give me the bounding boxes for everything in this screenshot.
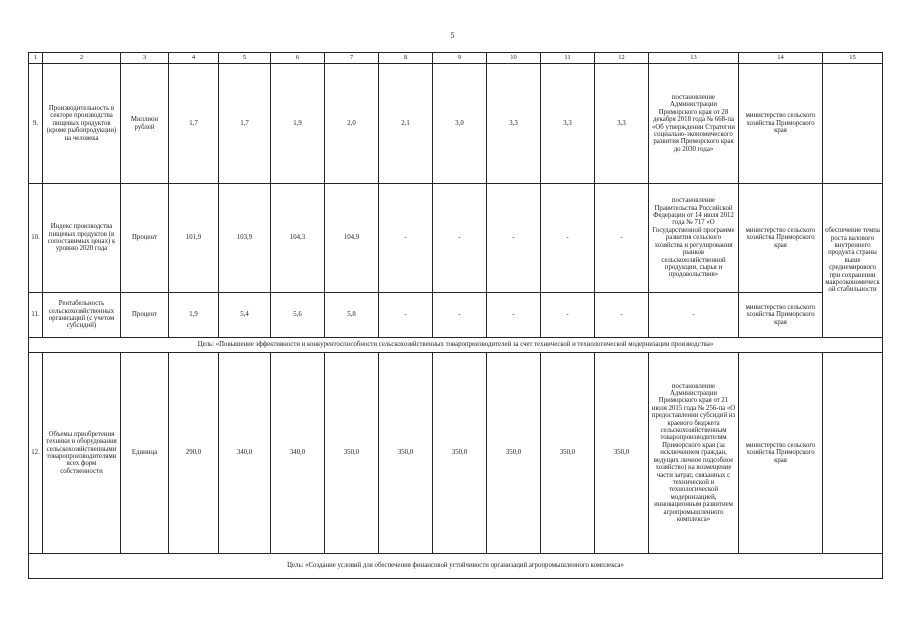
goal-row bbox=[29, 338, 883, 353]
indicator-value: 3,3 bbox=[541, 64, 595, 184]
unit-of-measure: Единица bbox=[121, 353, 169, 554]
indicator-value: - bbox=[379, 293, 433, 338]
indicator-value: 3,3 bbox=[487, 64, 541, 184]
indicator-value: 3,0 bbox=[433, 64, 487, 184]
indicator-value: 350,0 bbox=[541, 353, 595, 554]
indicator-value: - bbox=[379, 184, 433, 293]
column-number: 7 bbox=[325, 53, 379, 64]
indicator-value: 340,0 bbox=[219, 353, 271, 554]
goal-heading: Цель: «Повышение эффективности и конкурентоспособности сельскохозяйственных товаропроизводителей за счет технической и технологической модернизации производства» bbox=[29, 338, 883, 353]
indicator-value: - bbox=[433, 293, 487, 338]
indicator-value: - bbox=[595, 184, 649, 293]
row-number: 10. bbox=[29, 184, 43, 293]
responsible-body: министерство сельского хозяйства Приморского края bbox=[739, 64, 823, 184]
column-number: 2 bbox=[43, 53, 121, 64]
indicator-value: - bbox=[541, 184, 595, 293]
notes-cell: обеспечение темпа роста валового внутреннего продукта страны выше среднемирового при сохранении макроэкономической стабильности bbox=[823, 184, 883, 338]
unit-of-measure: Процент bbox=[121, 184, 169, 293]
indicator-value: 350,0 bbox=[325, 353, 379, 554]
column-number: 15 bbox=[823, 53, 883, 64]
indicator-value: 5,8 bbox=[325, 293, 379, 338]
indicator-value: 5,4 bbox=[219, 293, 271, 338]
table-row bbox=[29, 353, 883, 554]
indicator-value: 1,7 bbox=[169, 64, 219, 184]
column-number: 8 bbox=[379, 53, 433, 64]
indicator-value: 103,9 bbox=[219, 184, 271, 293]
column-number: 9 bbox=[433, 53, 487, 64]
indicator-name: Объемы приобретения техники и оборудования сельскохозяйственными товаропроизводителями всех форм собственности bbox=[43, 353, 121, 554]
indicator-value: 350,0 bbox=[595, 353, 649, 554]
indicator-name: Производительность в секторе производства пищевых продуктов (кроме рыбопродукции) на человека bbox=[43, 64, 121, 184]
indicator-value: 1,9 bbox=[271, 64, 325, 184]
indicators-table bbox=[28, 52, 883, 579]
table-row bbox=[29, 184, 883, 293]
column-number: 4 bbox=[169, 53, 219, 64]
indicator-value: 5,6 bbox=[271, 293, 325, 338]
responsible-body: министерство сельского хозяйства Приморского края bbox=[739, 353, 823, 554]
indicator-name: Индекс производства пищевых продуктов (в сопоставимых ценах) к уровню 2020 года bbox=[43, 184, 121, 293]
table-row bbox=[29, 293, 883, 338]
indicator-value: 340,0 bbox=[271, 353, 325, 554]
row-number: 12. bbox=[29, 353, 43, 554]
basis-document: постановление Правительства Российской Федерации от 14 июля 2012 года № 717 «О Государственной программе развития сельского хозяйства и регулирования рынков сельскохозяйственной продукции, сырья и продовольствия» bbox=[649, 184, 739, 293]
indicator-value: 2,1 bbox=[379, 64, 433, 184]
indicator-value: 350,0 bbox=[433, 353, 487, 554]
indicator-value: 101,9 bbox=[169, 184, 219, 293]
basis-document: - bbox=[649, 293, 739, 338]
indicator-value: - bbox=[487, 184, 541, 293]
page-number: 5 bbox=[450, 31, 455, 40]
column-number: 14 bbox=[739, 53, 823, 64]
row-number: 9. bbox=[29, 64, 43, 184]
table-row bbox=[29, 64, 883, 184]
goal-row bbox=[29, 554, 883, 579]
unit-of-measure: Миллион рублей bbox=[121, 64, 169, 184]
indicator-value: - bbox=[541, 293, 595, 338]
goal-heading: Цель: «Создание условий для обеспечения финансовой устойчивости организаций агропромышленного комплекса» bbox=[29, 554, 883, 579]
notes-cell bbox=[823, 64, 883, 184]
indicator-value: 3,3 bbox=[595, 64, 649, 184]
column-number: 6 bbox=[271, 53, 325, 64]
responsible-body: министерство сельского хозяйства Приморского края bbox=[739, 293, 823, 338]
column-number: 11 bbox=[541, 53, 595, 64]
indicator-value: 1,7 bbox=[219, 64, 271, 184]
basis-document: постановление Администрации Приморского края от 21 июля 2015 года № 256-па «О предоставлении субсидий из краевого бюджета сельскохозяйственным товаропроизводителям Приморского края (за исключением граждан, ведущих личное подсобное хозяйство) на возмещение части затрат, связанных с технической и технологической модернизацией, инновационным развитием агропромышленного комплекса» bbox=[649, 353, 739, 554]
indicator-value: 104,3 bbox=[271, 184, 325, 293]
column-number-row bbox=[29, 53, 883, 64]
column-number: 13 bbox=[649, 53, 739, 64]
row-number: 11. bbox=[29, 293, 43, 338]
indicator-value: - bbox=[595, 293, 649, 338]
basis-document: постановление Администрации Приморского края от 28 декабря 2018 года № 668-па «Об утверждении Стратегии социально-экономического развития Приморского края до 2030 года» bbox=[649, 64, 739, 184]
indicator-value: 1,9 bbox=[169, 293, 219, 338]
column-number: 12 bbox=[595, 53, 649, 64]
indicator-value: 350,0 bbox=[379, 353, 433, 554]
indicator-value: 290,0 bbox=[169, 353, 219, 554]
indicator-name: Рентабельность сельскохозяйственных организаций (с учетом субсидий) bbox=[43, 293, 121, 338]
indicator-value: 104,9 bbox=[325, 184, 379, 293]
indicator-value: - bbox=[487, 293, 541, 338]
responsible-body: министерство сельского хозяйства Приморского края bbox=[739, 184, 823, 293]
indicator-value: 2,0 bbox=[325, 64, 379, 184]
notes-cell bbox=[823, 353, 883, 554]
unit-of-measure: Процент bbox=[121, 293, 169, 338]
indicator-value: 350,0 bbox=[487, 353, 541, 554]
column-number: 5 bbox=[219, 53, 271, 64]
column-number: 3 bbox=[121, 53, 169, 64]
indicator-value: - bbox=[433, 184, 487, 293]
column-number: 10 bbox=[487, 53, 541, 64]
column-number: 1 bbox=[29, 53, 43, 64]
